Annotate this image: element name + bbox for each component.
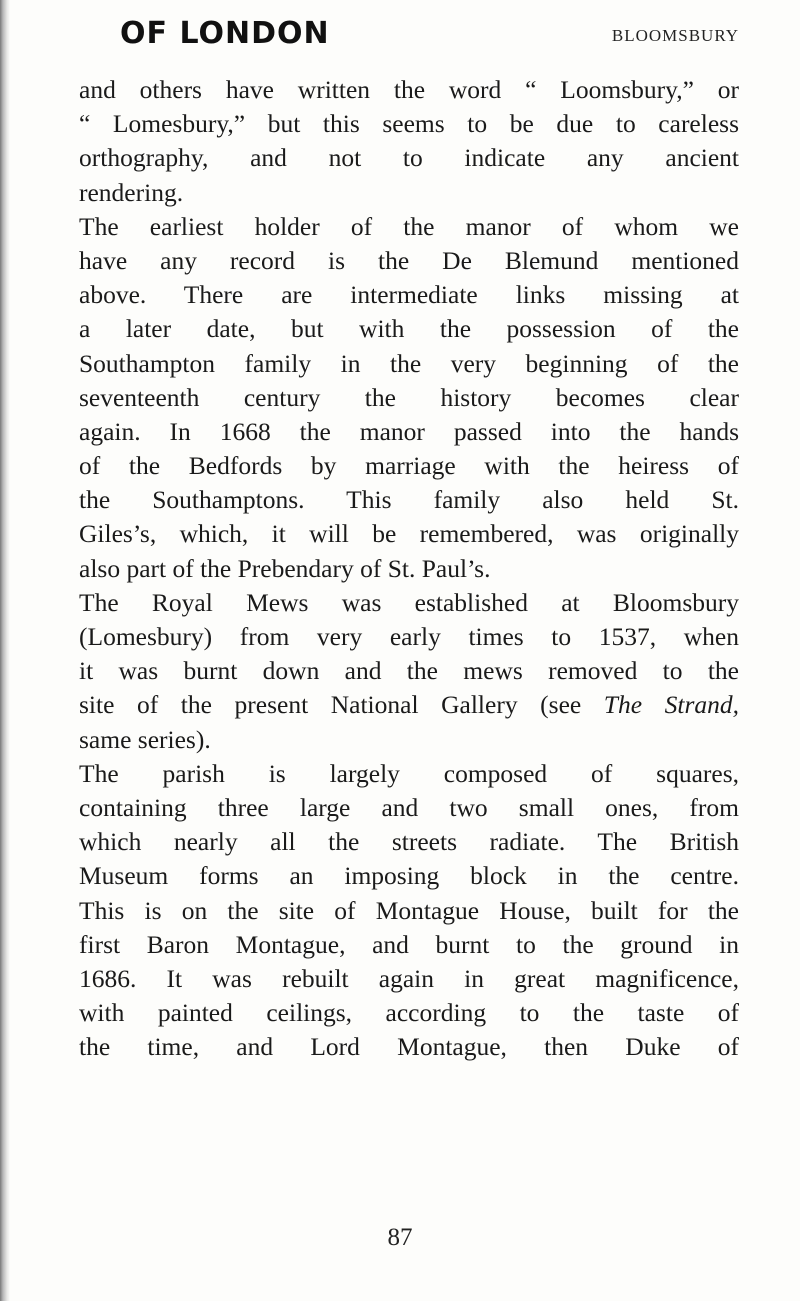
text-line: the Southamptons. This family also held St. (79, 485, 739, 515)
text-line: Museum forms an imposing block in the centre. (79, 861, 739, 891)
text-line: Southampton family in the very beginning of the (79, 348, 739, 378)
text-line: which nearly all the streets radiate. The British (79, 827, 739, 857)
text-line: The Royal Mews was established at Bloomsbury (79, 587, 739, 617)
text-line: first Baron Montague, and burnt to the ground in (79, 929, 739, 959)
text-line: This is on the site of Montague House, built for the (79, 895, 739, 925)
text-line: with painted ceilings, according to the taste of (79, 998, 739, 1028)
text-line: of the Bedfords by marriage with the heiress of (79, 451, 739, 481)
text-line: site of the present National Gallery (see The Strand, (79, 690, 739, 720)
text-line: the time, and Lord Montague, then Duke of (79, 1032, 739, 1062)
text-line: 1686. It was rebuilt again in great magnificence, (79, 963, 739, 993)
text-line: same series). (79, 724, 211, 754)
text-line: seventeenth century the history becomes clear (79, 382, 739, 412)
text-line: The parish is largely composed of squares, (79, 758, 739, 788)
page-number: 87 (387, 1224, 413, 1251)
text-line: it was burnt down and the mews removed to the (79, 656, 739, 686)
text-line: and others have written the word “ Loomsbury,” or (79, 75, 739, 104)
running-title: OF LONDON (120, 16, 330, 51)
running-header (0, 14, 800, 54)
text-line: Giles’s, which, it will be remembered, was originally (79, 519, 739, 549)
text-line: a later date, but with the possession of the (79, 314, 739, 344)
text-line: also part of the Prebendary of St. Paul’s. (79, 553, 491, 583)
text-line: (Lomesbury) from very early times to 1537, when (79, 622, 739, 651)
book-title-reference: The Strand, (603, 690, 739, 720)
page-edge-shadow (0, 0, 10, 1301)
text-line: “ Lomesbury,” but this seems to be due to careless (79, 109, 739, 139)
body-text (79, 73, 739, 1064)
running-section: BLOOMSBURY (611, 26, 739, 45)
text-line: have any record is the De Blemund mentioned (79, 245, 739, 275)
text-line: rendering. (79, 177, 184, 207)
text-line: above. There are intermediate links missing at (79, 280, 739, 310)
text-line: again. In 1668 the manor passed into the hands (79, 416, 739, 446)
text-line: orthography, and not to indicate any ancient (79, 143, 739, 173)
text-line: The earliest holder of the manor of whom we (79, 211, 739, 241)
text-line: containing three large and two small ones, from (79, 792, 739, 822)
